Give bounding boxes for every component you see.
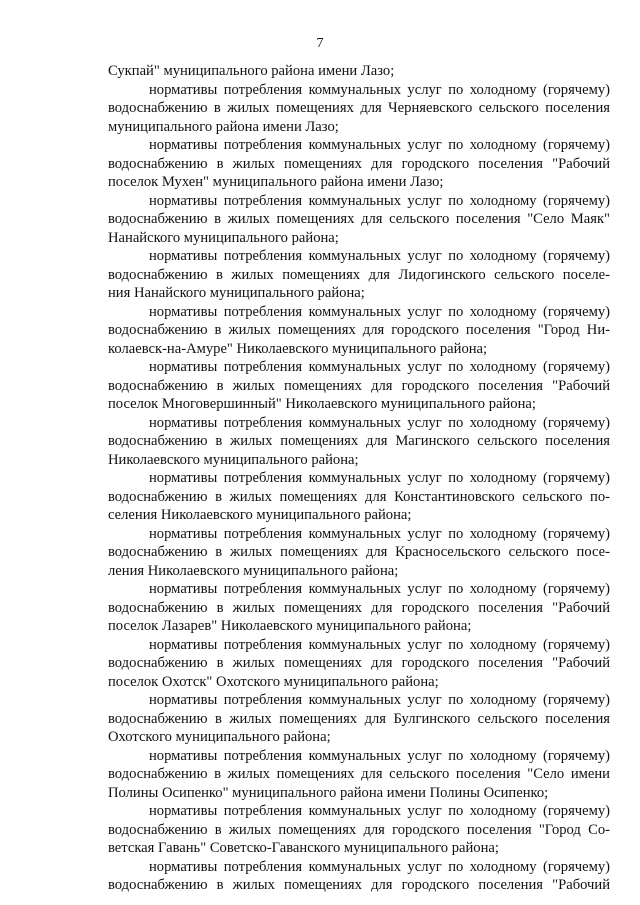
- text-line: водоснабжению в жилых помещениях для Красносельского сельского посе-: [108, 544, 610, 560]
- text-line: нормативы потребления коммунальных услуг по холодному (горячему): [149, 692, 610, 708]
- text-line: водоснабжению в жилых помещениях для городского поселения "Рабочий: [108, 155, 610, 172]
- text-line: Сукпай" муниципального района имени Лазо;: [108, 63, 395, 79]
- text-line: водоснабжению в жилых помещениях для городского поселения "Рабочий: [108, 877, 610, 893]
- text-line: ния Нанайского муниципального района;: [108, 285, 365, 301]
- text-line: нормативы потребления коммунальных услуг по холодному (горячему): [149, 137, 610, 153]
- text-line: нормативы потребления коммунальных услуг по холодному (горячему): [149, 525, 610, 542]
- document-body: [108, 62, 610, 895]
- text-line: водоснабжению в жилых помещениях для городского поселения "Город Ни-: [108, 322, 610, 338]
- text-line: водоснабжению в жилых помещениях для Булгинского сельского поселения: [108, 710, 610, 727]
- text-line: водоснабжению в жилых помещениях для сельского поселения "Село Маяк": [108, 211, 610, 227]
- text-line: поселок Многовершинный" Николаевского муниципального района;: [108, 396, 536, 412]
- text-line: Николаевского муниципального района;: [108, 451, 359, 468]
- text-line: поселок Лазарев" Николаевского муниципального района;: [108, 618, 472, 634]
- text-line: водоснабжению в жилых помещениях для Черняевского сельского поселения: [108, 100, 610, 116]
- text-line: водоснабжению в жилых помещениях для сельского поселения "Село имени: [108, 766, 610, 782]
- text-line: нормативы потребления коммунальных услуг по холодному (горячему): [149, 81, 610, 98]
- text-line: водоснабжению в жилых помещениях для Константиновского сельского по-: [108, 488, 610, 505]
- text-line: нормативы потребления коммунальных услуг по холодному (горячему): [149, 248, 610, 264]
- text-line: Нанайского муниципального района;: [108, 229, 339, 246]
- text-line: нормативы потребления коммунальных услуг по холодному (горячему): [149, 359, 610, 375]
- text-line: водоснабжению в жилых помещениях для городского поселения "Рабочий: [108, 377, 610, 394]
- text-line: нормативы потребления коммунальных услуг по холодному (горячему): [149, 858, 610, 875]
- text-line: нормативы потребления коммунальных услуг по холодному (горячему): [149, 581, 610, 597]
- text-line: селения Николаевского муниципального района;: [108, 507, 412, 523]
- text-line: нормативы потребления коммунальных услуг по холодному (горячему): [149, 470, 610, 486]
- text-line: нормативы потребления коммунальных услуг по холодному (горячему): [149, 192, 610, 209]
- text-line: поселок Охотск" Охотского муниципального района;: [108, 673, 439, 690]
- text-line: колаевск-на-Амуре" Николаевского муниципального района;: [108, 340, 488, 357]
- text-line: нормативы потребления коммунальных услуг по холодному (горячему): [149, 414, 610, 431]
- page-number: 7: [316, 36, 324, 51]
- text-line: водоснабжению в жилых помещениях для Лидогинского сельского поселе-: [108, 266, 610, 283]
- text-line: муниципального района имени Лазо;: [108, 118, 339, 135]
- text-line: водоснабжению в жилых помещениях для городского поселения "Рабочий: [108, 655, 610, 671]
- text-line: Полины Осипенко" муниципального района имени Полины Осипенко;: [108, 784, 549, 801]
- text-line: Охотского муниципального района;: [108, 729, 331, 745]
- text-line: нормативы потребления коммунальных услуг по холодному (горячему): [149, 303, 610, 320]
- text-line: нормативы потребления коммунальных услуг по холодному (горячему): [149, 803, 610, 819]
- text-line: водоснабжению в жилых помещениях для городского поселения "Город Со-: [108, 821, 610, 838]
- text-line: водоснабжению в жилых помещениях для Магинского сельского поселения: [108, 433, 610, 449]
- text-line: ления Николаевского муниципального района;: [108, 562, 399, 579]
- text-line: нормативы потребления коммунальных услуг по холодному (горячему): [149, 636, 610, 653]
- text-line: водоснабжению в жилых помещениях для городского поселения "Рабочий: [108, 599, 610, 616]
- text-line: ветская Гавань" Советско-Гаванского муниципального района;: [108, 840, 499, 856]
- text-line: поселок Мухен" муниципального района имени Лазо;: [108, 174, 444, 190]
- text-line: нормативы потребления коммунальных услуг по холодному (горячему): [149, 747, 610, 764]
